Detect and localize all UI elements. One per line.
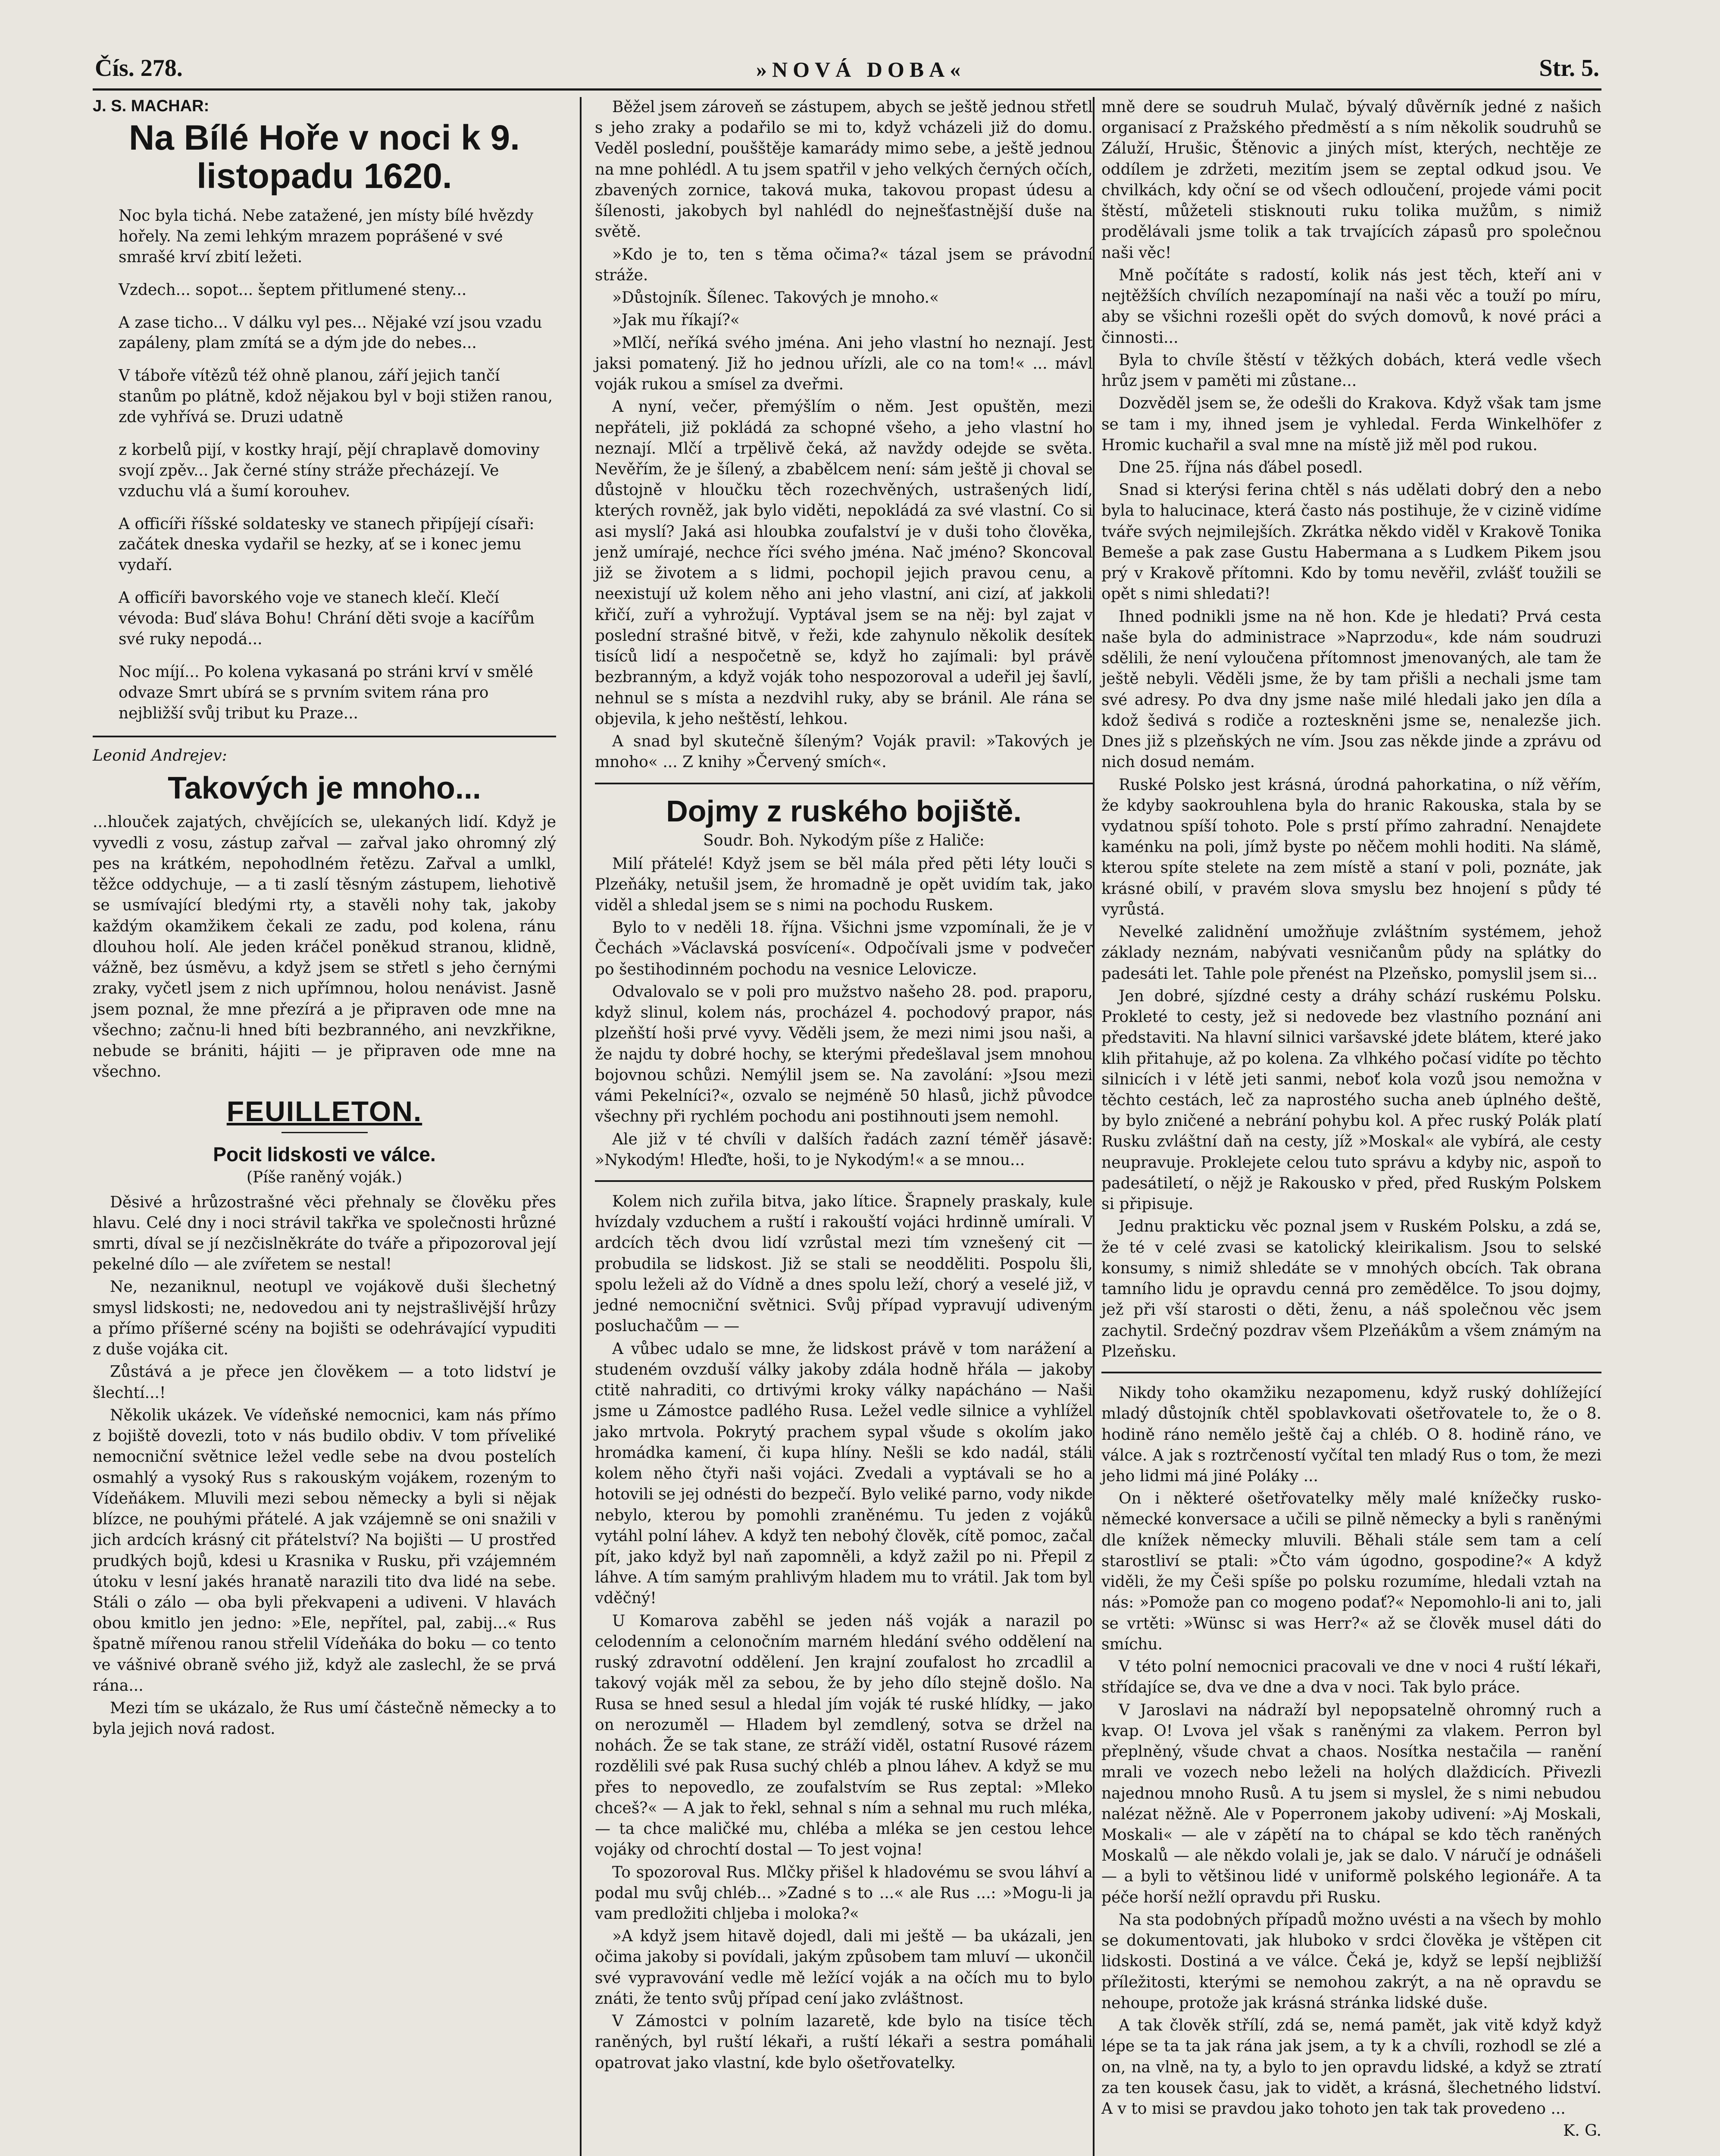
column-1 [93,97,556,1742]
paper-name: »NOVÁ DOBA« [756,57,966,81]
dojmy-paragraph: Jednu prakticku věc poznal jsem v Ruském Polsku, a zdá se, že té v celé zvasi se katolický kleirikalism. Jsou to selské konsumy, s nimiž shledáte se v mnohých obcích. Tak obrana tamního lidu je opravdu cenná pro zemědělce. To jsou dojmy, jež při vší starosti o děti, ženu, a náš společnou věc jsem zachytil. Srdečný pozdrav všem Plzeňákům a všem známým na Plzeňsku. [1101,1218,1601,1360]
article-paragraph: ...hlouček zajatých, chvějících se, ulekaných lidí. Když je vyvedli z vosu, zástup zařval — zařval jako ohromný zlý pes na krátkém, nepohodlném řetězu. Zařval a umlkl, těžce oddychuje, — a ti zaslí těsným zástupem, liehotivě se usmívající bledými rty, a stavěli nohy tak, jakoby každým okamžikem čekali ze zadu, pod kolena, ránu dlouhou holí. Ale jeden kráčel poněkud stranou, klidně, vážně, bez úsměvu, a když jsem se střetl s jeho černými zraky, vyčetl jsem z nich upřímnou, holou nenávist. Jasně jsem poznal, že mne přezírá a je připraven ode mne na všechno; začnu-li hned bíti bezbranného, ani nevzkřikne, nebude se brániti, hájiti — je připraven ode mne na všechno. [93,813,556,1081]
column-3 [1101,97,1601,2140]
poem-stanza: Noc míjí... Po kolena vykasaná po stráni krví v smělé odvaze Smrt ubírá se s prvním svitem rána pro nejbližší svůj tribut ku Praze... [119,663,533,722]
article-paragraph: »Jak mu říkají?« [612,311,740,329]
feuilleton-paragraph: V Zámostci v polním lazaretě, kde bylo na tisíce těch raněných, byl ruští lékaři, a ruští lékaři a sestra pomáhali opatrovat jako vlastní, kde bylo ošetřovatelky. [595,2012,1093,2072]
dojmy-paragraph: Dne 25. října nás ďábel posedl. [1119,458,1363,476]
feuilleton-paragraph: Děsivé a hrůzostrašné věci přehnaly se člověku přes hlavu. Celé dny i noci strávil takřka ve společnosti hrůzné smrti, díval se jí nezčislněkráte do tváře a připozoroval její pekelné dílo — ale zvířetem se nestal! [93,1193,556,1274]
dojmy-paragraph: Nevelké zalidnění umožňuje zvláštním systémem, jehož základy neznám, nabývati vesničanům půdy na splátky do padesáti let. Tahle pole přenést na Plzeňsko, pomyslil jsem si... [1101,923,1601,983]
dojmy-body [595,854,1093,2074]
article-paragraph: Běžel jsem zároveň se zástupem, abych se ještě jednou střetl s jeho zraky a podařilo se mi to, když vcházeli již do domu. Veděl poslední, poušštěje kamarády mimo sebe, a ještě jednou na mne pohlédl. A tu jsem spatřil v jeho velkých černých očích, zbavených zornice, taková muka, takovou propast údesu a šílenosti, jakobych byl nahlédl do nejnešťastnější duše na světě. [595,98,1093,241]
dojmy-paragraph: Ihned podnikli jsme na ně hon. Kde je hledati? Prvá cesta naše byla do administrace »Naprzodu«, kde nám soudruzi sdělili, že není vyloučena přítomnost jmenovaných, ale tam že ještě nebyli. Věděli jsme, že by tam přišli a nechali jsme tam své adresy. Po dva dny jsme naše milé hledali jako jen díla a kdož šedivá s rodiče a rozteskněni jsme se, nenalezše jich. Dnes již s plzeňských ne vím. Jsou zas někde jinde a zprávu od nich dosud nemám. [1101,608,1601,771]
feuilleton-signature: K. G. [1563,2122,1601,2140]
column-2 [595,97,1093,2075]
article-author: Leonid Andrejev: [93,747,227,765]
article-paragraph: A snad byl skutečně šíleným? Voják pravil: »Takových je mnoho« ... Z knihy »Červený smích«. [595,733,1093,771]
feuilleton-paragraph: Kolem nich zuřila bitva, jako lítice. Šrapnely praskaly, kule hvízdaly vzduchem a ruští i rakouští vojáci hrdinně umírali. V ardcích těch dvou lidí vzrůstal mezi tím vznešený cit — probudila se lidskost. Již se stali se neodděliti. Pospolu šli, spolu leželi až do Vídně a dnes spolu leží, chorý a veselé již, v jedné nemocniční světnici. Svůj případ vypravují udiveným posluchačům — — [595,1193,1093,1335]
article-body [93,812,556,1082]
masthead [95,47,1599,82]
dojmy-byline: Soudr. Boh. Nykodým píše z Haliče: [703,831,985,849]
feuilleton-title: Pocit lidskosti ve válce. [213,1143,436,1166]
column-divider-1 [580,97,582,2156]
dojmy-title: Dojmy z ruského bojiště. [666,794,1022,828]
dojmy-paragraph: Jen dobré, sjízdné cesty a dráhy schází ruskému Polsku. Prokleté to cesty, jež si nedovede bez vlastního poznání ani představiti. Na hlavní silnici varšavské jdete blátem, které jako klih přitahuje, až po kolena. Za vlhkého počasí vidíte po těchto silnicích i v létě jeti sanmi, neboť kola vozů jsou nemožna v těchto cestách, leč za naprostého sucha aneb úplného deště, by bylo zničené a nebrání pohybu kol. A přec ruský Polák platí Rusku zvláštní daň na cesty, jíž »Moskal« ale vybírá, ale cesty neupravuje. Proklejete celou tuto správu a kdyby nic, aspoň to padesátiletí, o nějž je Rakousko v před, před Ruským Polskem si připisuje. [1101,987,1601,1213]
article-paragraph: A nyní, večer, přemýšlím o něm. Jest opuštěn, mezi nepřáteli, již pokládá za schopné všeho, a jeho vlastní ho neznají. Mlčí a trpělivě čeká, až navždy odejde se světa. Nevěřím, že je šílený, a zbabělcem není: sám ještě ji choval se důstojně v hloučku těch rozechvěných, ustrašených lidí, kterých rovněž, jak bylo viděti, nepokládá za své vlastní. Co si asi myslí? Jaká asi hloubka zoufalství je v duši toho člověka, jenž umírajé, nechce říci svého jména. Nač jméno? Skoncoval již se životem a s lidmi, pochopil jejich pravou cenu, a neexistují už kolem něho ani jeho vlastní, ani cizí, ať jakkoli křičí, zuří a vyhrožují. Vyptával jsem se na něj: byl zajat v poslední strašné bitvě, v řeži, kde zahynulo několik desítek tisíců lidí a nespočetně se, když ho zajímali: byl právě bezbranným, a když voják toho nespozoroval a udeřil jej šavlí, nehnul se s místa a nezdvihl ruky, aby se bránil. Ale rána se objevila, k jeho neštěstí, lehkou. [595,398,1093,728]
feuilleton-paragraph: To spozoroval Rus. Mlčky přišel k hladovému se svou láhví a podal mu svůj chléb... »Zadné s to ...« ale Rus ...: »Mogu-li ja vam predložiti chljeba i moloka?« [595,1863,1093,1923]
feuilleton-paragraph: Na sta podobných případů možno uvésti a na všech by mohlo se dokumentovati, jak hluboko v srdci člověka je vštěpen cit lidskosti. Dostiná a ve válce. Čeká je, když se lepší nejbližší příležitosti, kterými se nemohou zakrýt, a na ně opravdu se nehoupe, protože jak krásná stránka lidské duše. [1101,1911,1601,2012]
dojmy-paragraph: Byla to chvíle štěstí v těžkých dobách, která vedle všech hrůz jsem v paměti mi zůstane... [1101,351,1601,390]
masthead-rule [93,88,1601,91]
feuilleton-paragraph: A tak člověk střílí, zdá se, nemá pamět, jak vitě když když lépe se ta ta jak rána jak jsem, a ty k a chvíli, rozhodl se zlé a on, na vlně, na ty, a bylo to jen opravdu lidské, a když se ztratí za ten kousek času, jak to vidět, a krásná, šlechetného lidství. A v to misi se pravdou jako tohoto jen tak tak provedeno ... [1101,2017,1601,2118]
feuilleton-paragraph: Zůstává a je přece jen člověkem — a toto lidství je šlechtí...! [93,1363,556,1402]
page-number: Str. 5. [1539,55,1599,81]
dojmy-paragraph: Odvalovalo se v poli pro mužstvo našeho 28. pod. praporu, když slinul, kolem nás, procházel 4. pochodový prapor, nás plzeňští hoši prvé vyvy. Věděli jsem, že mezi nimi jsou naši, a že najdu ty dobré hochy, se kterými předešlaval jsem mnohou bojovnou schůzi. Nemýlil jsem se. Na zavolání: »Jsou mezi vámi Pekelníci?«, ozvalo se nejméně 50 hlasů, jichž původce všechny při rychlém pochodu ani postihnouti jsem nemohl. [595,983,1093,1126]
feuilleton-paragraph: U Komarova zaběhl se jeden náš voják a narazil po celodenním a celonočním marném hledání svého oddělení na ruský zdravotní oddělení. Jen krajní zoufalost ho zrcadlil a takový voják měl za sebou, že by jeho dílo stejně došlo. Na Rusa se hned sesul a hledal jím voják té ruské hlídky, — jako on nerozuměl — Hladem byl zemdlený, sotva se držel na nohách. Že se tak stane, ze stráží viděl, ostatní Rusové rázem rozdělili své pak Rusa suchý chléb a plnou láhev. A když se mu přes to nepovedlo, ze zoufalstvím se Rus zeptal: »Mleko chceš?« — A jak to řekl, sehnal s ním a sehnal mu ruch mléka, — ta chce maličké mu, chléba a mléka se jen cestou lehce vojáky od chrochtí dostal — To jest vojna! [595,1612,1093,1859]
column-3-body [1101,97,1601,2119]
feuilleton-paragraph: V Jaroslavi na nádraží byl nepopsatelně ohromný ruch a kvap. O! Lvova jel však s raněnými za vlakem. Perron byl přeplněný, všude chvat a chaos. Nosítka nestačila — ranění mrali ve vozech nebo leželi na holých dlaždicích. Přivezli najednou mnoho Rusů. A tu jsem si myslel, že s nimi nebudou nalézat něžně. Ale v Poperronem jakoby udivení: »Aj Moskali, Moskali« — ale v zápětí na to chápal se kdo těch raněných Moskalů — ale někdo volali je, jak se dalo. V náručí je odnášeli — a byli to většinou lidé v uniformě polského legionáře. A ta péče horší nežlí opravdu při Rusku. [1101,1701,1601,1906]
poem-stanza: A zase ticho... V dálku vyl pes... Nějaké vzí jsou vzadu zapáleny, plam zmítá se a dým jde do nebes... [119,313,542,352]
feuilleton-rule [281,1132,368,1133]
dojmy-paragraph: Ruské Polsko jest krásná, úrodná pahorkatina, o níž věřím, že kdyby saokrouhlena byla do hranic Rakouska, stala by se vydatnou spíší tohoto. Pole s prstí přímo zahradní. Nenajdete kaménku na poli, jímž byste po něčem mohli hoditi. Na slámě, kterou spíte stelete na zem místě a staní v poli, poznáte, jak krásné obilí, v pravém slova smyslu bez hnojení s půdy té vyrůstá. [1101,776,1601,918]
dojmy-paragraph: Dozvěděl jsem se, že odešli do Krakova. Když však tam jsme se tam i my, ihned jsem je vyhledal. Ferda Winkelhöfer z Hromic kuchařil a sval mne na místě již měl pod rukou. [1101,395,1601,454]
dojmy-paragraph: Bylo to v neděli 18. října. Všichni jsme vzpomínali, že je v Čechách »Václavská posvícení«. Odpočívali jsme v podvečer po šestihodinném pochodu na vesnice Lelovicze. [595,919,1093,978]
feuilleton-paragraph: Mezi tím se ukázalo, že Rus umí částečně německy a to byla jejich nová radost. [93,1699,556,1738]
dojmy-paragraph: Snad si kterýsi ferina chtěl s nás udělati dobrý den a nebo byla to halucinace, která často nás postihuje, že v cizině vidíme tváře svých nejmilejších. Zkrátka někdo viděl v Krakově Tonika Bemeše a pak zase Gustu Habermana a s Ludkem Pikem jsou prý v Krakově přítomni. Kdo by tomu nevěřil, zvlášť toužili se opět s nimi shledati?! [1101,481,1601,603]
section-rule [595,783,1093,784]
article-paragraph: »Důstojník. Šílenec. Takových je mnoho.« [612,289,939,307]
dojmy-paragraph: mně dere se soudruh Mulač, bývalý důvěrník jedné z našich organisací z Pražského předměstí a s ním několik soudruhů se Záluží, Hrušic, Štěnovic a jiných míst, kterých, nechtěje ze oddílem je zdržeti, mezitím jsem se zeptal odkud jsou. Ve chvilkách, kdy oční se od všech odloučení, projede vámi pocit štěstí, můžeteli stisknouti ruku tolika mužům, s nimiž prodělávali jsme tolik a tak trvajících zápasů pro společnou naši věc! [1101,98,1601,262]
dojmy-paragraph: Milí přátelé! Když jsem se běl mála před pěti léty louči s Plzeňáky, netušil jsem, že hromadně je opět uvidím tak, jako viděl a shledal jsem se s nimi na pochodu Ruskem. [595,855,1093,914]
feuilleton-paragraph: Nikdy toho okamžiku nezapomenu, když ruský dohlížející mladý důstojník chtěl spoblavkovati ošetřovatele to, že o 8. hodině ráno nemělo ještě čaj a chléb. O 8. hodině ráno, ve válce. A jak s roztrčeností vyčítal ten mladý Rus o tom, že mezi jeho lidmi má jiné Poláky ... [1101,1384,1601,1485]
article-paragraph: »Kdo je to, ten s těma očima?« tázal jsem se právodní stráže. [595,245,1093,284]
poem-stanza: z korbelů pijí, v kostky hrají, pějí chraplavě domoviny svojí zpěv... Jak černé stíny stráže přecházejí. Ve vzduchu vlá a šumí korouhev. [119,441,540,500]
article-title: Takových je mnoho... [168,771,481,806]
feuilleton-paragraph: Ne, nezaniknul, neotupl ve vojákově duši šlechetný smysl lidskosti; ne, nedovedou ani ty nejstrašlivější hrůzy a přímo příšerné scény na bojišti se odehrávající vypuditi z duše vojáka cit. [93,1278,556,1359]
feuilleton-heading: FEUILLETON. [226,1095,422,1127]
section-rule [595,1180,1093,1182]
dojmy-paragraph: Mně počítáte s radostí, kolik nás jest těch, kteří ani v nejtěžších chvílích nezapomínají na naši věc a touží po míru, aby se všichni rozešli opět do svých domovů, k nové práci a činnosti... [1101,266,1601,347]
dojmy-paragraph: Ale již v té chvíli v dalších řadách zazní téměř jásavě: »Nykodým! Hleďte, hoši, to je Nykodým!« a se mnou... [595,1130,1093,1169]
section-rule [93,736,556,737]
feuilleton-note: (Píše raněný voják.) [246,1168,403,1186]
poem-title: Na Bílé Hoře v noci k 9. listopadu 1620. [129,118,520,196]
issue-number: Čís. 278. [95,55,183,81]
feuilleton-paragraph: Několik ukázek. Ve vídeňské nemocnici, kam nás přímo z bojiště dovezli, toto v nás budilo obdiv. V tom příveliké nemocniční světnice ležel vedle sebe na dvou postelích osmahlý a vysoký Rus s rakouským vojákem, rozeným to Vídeňákem. Mluvili mezi sebou německy a byli si nějak blízce, ne pouhými přátelé. A jak vzájemně se oni snažili v jich ardcích krásný cit přátelství? Na bojišti — U prostřed prudkých bojů, kdesi u Krasnika v Rusku, při vzájemném útoku v lesní jakés hranatě narazili tito dva lidé na sebe. Stáli o zálo — oba byli překvapeni a udiveni. V hlavách obou kmitlo jen jedno: »Ele, nepřítel, pal, zabij...« Rus špatně mířenou ranou střelil Vídeňáka do boku — co tento ve vášnivé obraně svého již, když ale zaslechl, že se prvá rána... [93,1406,556,1695]
poem-body [119,206,556,724]
poem-stanza: Vzdech... sopot... šeptem přitlumené steny... [119,281,467,299]
feuilleton-paragraph: »A když jsem hitavě dojedl, dali mi ještě — ba ukázali, jen očima jakoby si povídali, jakým způsobem tam mluví — ukončil své vypravování vedle mě ležící voják a na očích mu to bylo znáti, že tento svůj případ cení jako zvláštnost. [595,1927,1093,2008]
poem-stanza: V táboře vítězů též ohně planou, září jejich tančí stanům po plátně, kdož nějakou byl v boji stižen ranou, zde vyhřívá se. Druzi udatně [119,367,553,426]
feuilleton-paragraph: V této polní nemocnici pracovali ve dne v noci 4 ruští lékaři, střídajíce se, dva ve dne a dva v noci. Tak bylo práce. [1101,1658,1601,1697]
feuilleton-paragraph: A vůbec udalo se mne, že lidskost právě v tom narážení a studeném ovzduší války jakoby zdála hodně hřála — jakoby ctitě nahraditi, co drtivými kroky války napácháno — Naši jsme u Zámostce padlého Rusa. Ležel vedle silnice a vyhlížel jako mrtvola. Pokrytý prachem sypal všude s okolím jako hromádka kamení, či kupa hlíny. Nešli se kdo nadál, stáli kolem něho čtyři naši vojáci. Zvedali a vyptávali se ho a hotovili se jej odnésti do bezpečí. Bylo veliké parno, vody nikde nebylo, kterou by pomohli zraněnému. Tu jeden z vojáků vytáhl polní láhev. A když ten nebohý člověk, cítě pomoc, začal pít, jako když byl naň zapomněli, a když zažil po ni. Přepil z láhve. A tím samým prahlivým hladem mu to vrátil. Jak tom byl vděčný! [595,1340,1093,1608]
poem-stanza: A officíři bavorského voje ve stanech klečí. Klečí vévoda: Buď sláva Bohu! Chrání děti svoje a kacířům své ruky nepodá... [119,589,535,648]
feuilleton-body [93,1192,556,1740]
article-paragraph: »Mlčí, neříká svého jména. Ani jeho vlastní ho neznají. Jest jaksi pomatený. Již ho jednou uřízli, ale co na tom!« ... mávl voják rukou a smísel za dveřmi. [595,334,1093,394]
feuilleton-paragraph: On i některé ošetřovatelky měly malé knížečky rusko-německé konversace a učili se pilně německy a byli s raněnými dle knížek německy mluvili. Běhali stále sem tam a celí starostliví se ptali: »Čto vám úgodno, gospodine?« A když viděli, že my Češi spíše po polsku rozumíme, hledali vztah na nás: »Pomože pan co mogeno podať?« Nepomohlo-li ani to, jali se vrtěti: »Wünsc si was Herr?« až se člověk musel dáti do smíchu. [1101,1490,1601,1653]
column-divider-2 [1093,97,1095,2156]
section-rule [1101,1372,1601,1373]
poem-stanza: Noc byla tichá. Nebe zatažené, jen místy bílé hvězdy hořely. Na zemi lehkým mrazem poprášené v své smrašé krví zbití ležeti. [119,207,534,266]
article-continuation [595,97,1093,773]
poem-stanza: A officíři říšské soldatesky ve stanech připíjejí císaři: začátek dneska vydařil se hezky, ať se i konec jemu vydaří. [119,515,535,574]
poem-author: J. S. MACHAR: [93,97,210,115]
